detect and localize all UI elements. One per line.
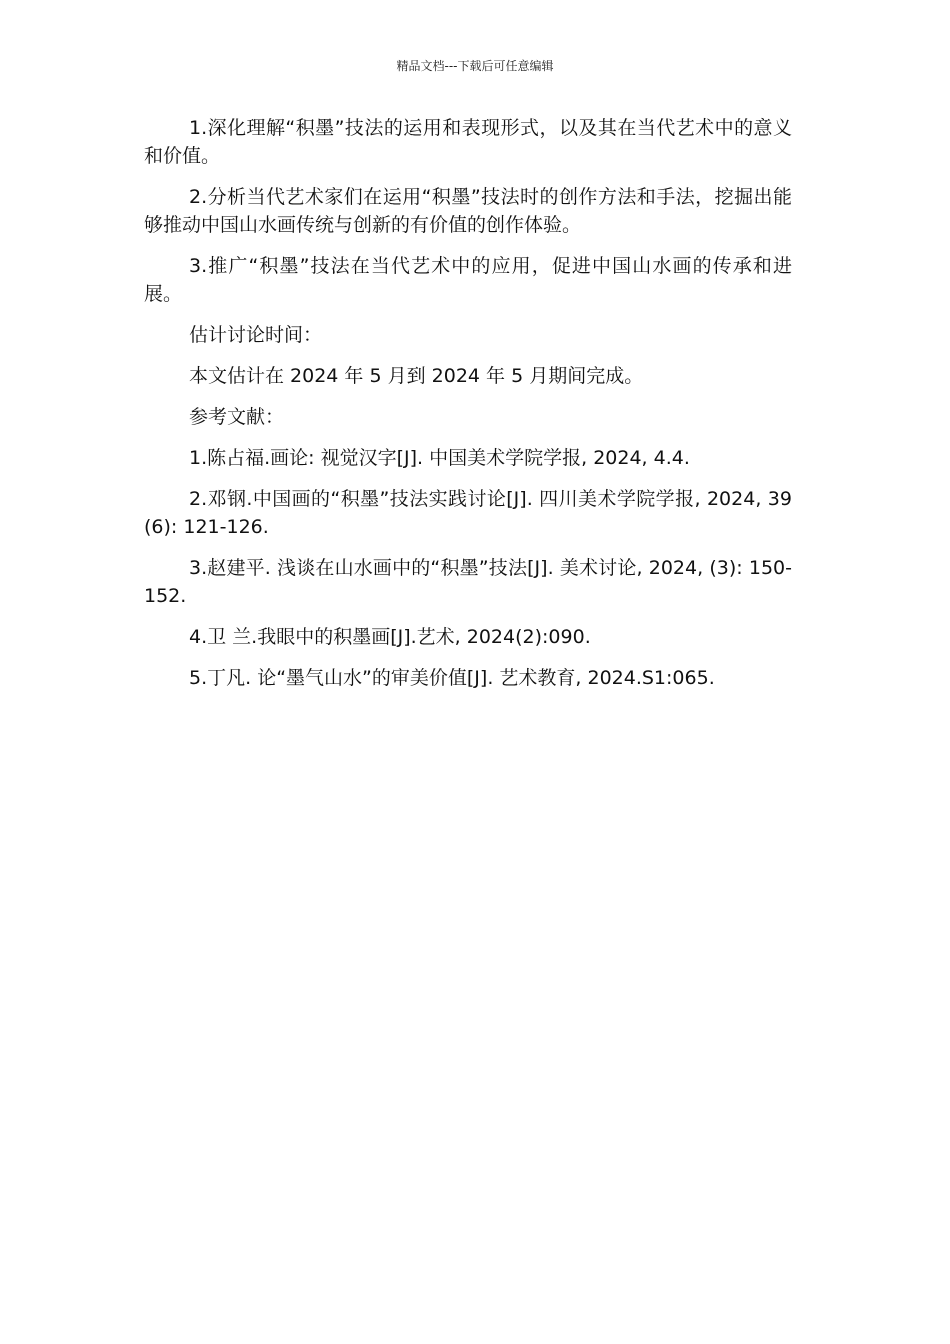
document-body (144, 114, 792, 705)
reference-item-2: 2.邓钢.中国画的“积墨”技法实践讨论[J]. 四川美术学院学报, 2024, 39(6): 121-126. (144, 488, 792, 538)
schedule-text: 本文估计在 2024 年 5 月到 2024 年 5 月期间完成。 (189, 365, 644, 387)
reference-item-3: 3.赵建平. 浅谈在山水画中的“积墨”技法[J]. 美术讨论, 2024, (3): 150-152. (144, 557, 792, 607)
reference-item-4: 4.卫 兰.我眼中的积墨画[J].艺术, 2024(2):090. (189, 626, 591, 648)
objective-paragraph-1: 1.深化理解“积墨”技法的运用和表现形式，以及其在当代艺术中的意义和价值。 (144, 117, 792, 167)
reference-item-1: 1.陈占福.画论: 视觉汉字[J]. 中国美术学院学报, 2024, 4.4. (189, 447, 690, 469)
objective-paragraph-3: 3.推广“积墨”技法在当代艺术中的应用，促进中国山水画的传承和进展。 (144, 255, 792, 305)
objective-paragraph-2: 2.分析当代艺术家们在运用“积墨”技法时的创作方法和手法，挖掘出能够推动中国山水画传统与创新的有价值的创作体验。 (144, 186, 792, 236)
references-heading: 参考文献： (189, 406, 285, 428)
page-header: 精品文档---下载后可任意编辑 (396, 59, 554, 73)
reference-item-5: 5.丁凡. 论“墨气山水”的审美价值[J]. 艺术教育, 2024.S1:065. (189, 667, 715, 689)
schedule-heading: 估计讨论时间： (189, 324, 323, 346)
